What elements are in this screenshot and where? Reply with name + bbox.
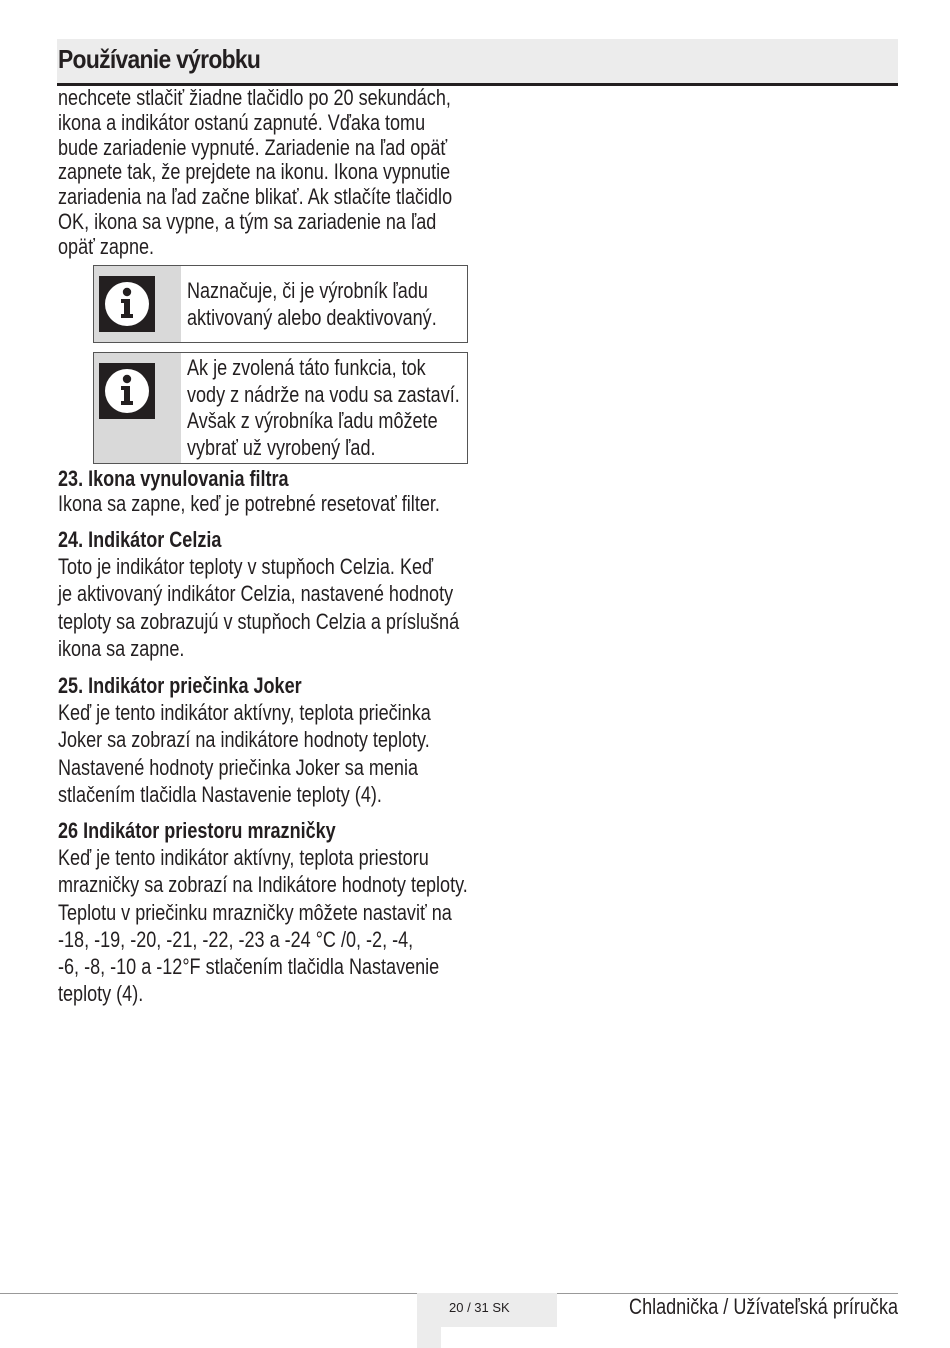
footer-title: Chladnička / Užívateľská príručka <box>629 1294 898 1319</box>
section-heading: 23. Ikona vynulovania filtra <box>58 466 289 491</box>
section-body: Keď je tento indikátor aktívny, teplota priestoru mrazničky sa zobrazí na Indikátore hodnoty teploty. Teplotu v priečinku mrazničky môžete nastaviť na -18, -19, -20, -21, -22, -23 a -24 °C /0, -2, -4, -6, -8, -10 a -12°F stlačením tlačidla Nastavenie teploty (4). <box>58 845 468 1007</box>
section-body: Keď je tento indikátor aktívny, teplota priečinka Joker sa zobrazí na indikátore hodnoty teploty. Nastavené hodnoty priečinka Joker sa menia stlačením tlačidla Nastavenie teploty (4). <box>58 700 431 807</box>
page-title: Používanie výrobku <box>58 44 261 74</box>
section-24 <box>58 526 468 662</box>
section-body: Toto je indikátor teploty v stupňoch Celzia. Keď je aktivovaný indikátor Celzia, nastavené hodnoty teploty sa zobrazujú v stupňoch Celzia a príslušná ikona sa zapne. <box>58 554 460 661</box>
section-body: Ikona sa zapne, keď je potrebné resetovať filter. <box>58 491 440 516</box>
section-heading: 26 Indikátor priestoru mrazničky <box>58 818 336 843</box>
section-25 <box>58 672 468 808</box>
page-number-box <box>417 1293 557 1327</box>
info-note-1 <box>93 265 468 343</box>
section-26 <box>58 817 468 1008</box>
info-note-text: Ak je zvolená táto funkcia, tok vody z nádrže na vodu sa zastaví. Avšak z výrobníka ľadu môžete vybrať už vyrobený ľad. <box>187 355 460 460</box>
page-header <box>57 39 898 86</box>
intro-block <box>58 86 468 260</box>
info-note-2 <box>93 352 468 464</box>
page-number: 20 / 31 SK <box>449 1300 510 1315</box>
section-heading: 25. Indikátor priečinka Joker <box>58 673 302 698</box>
info-icon <box>99 363 155 419</box>
section-23 <box>58 465 468 517</box>
intro-paragraph: nechcete stlačiť žiadne tlačidlo po 20 sekundách, ikona a indikátor ostanú zapnuté. Vďaka tomu bude zariadenie vypnuté. Zariadenie na ľad opäť zapnete tak, že prejdete na ikonu. Ikona vypnutie zariadenia na ľad začne blikať. Ak stlačíte tlačidlo OK, ikona sa vypne, a tým sa zariadenie na ľad opäť zapne. <box>58 85 453 259</box>
info-icon <box>99 276 155 332</box>
section-heading: 24. Indikátor Celzia <box>58 527 222 552</box>
info-note-text: Naznačuje, či je výrobník ľadu aktivovaný alebo deaktivovaný. <box>187 278 437 330</box>
